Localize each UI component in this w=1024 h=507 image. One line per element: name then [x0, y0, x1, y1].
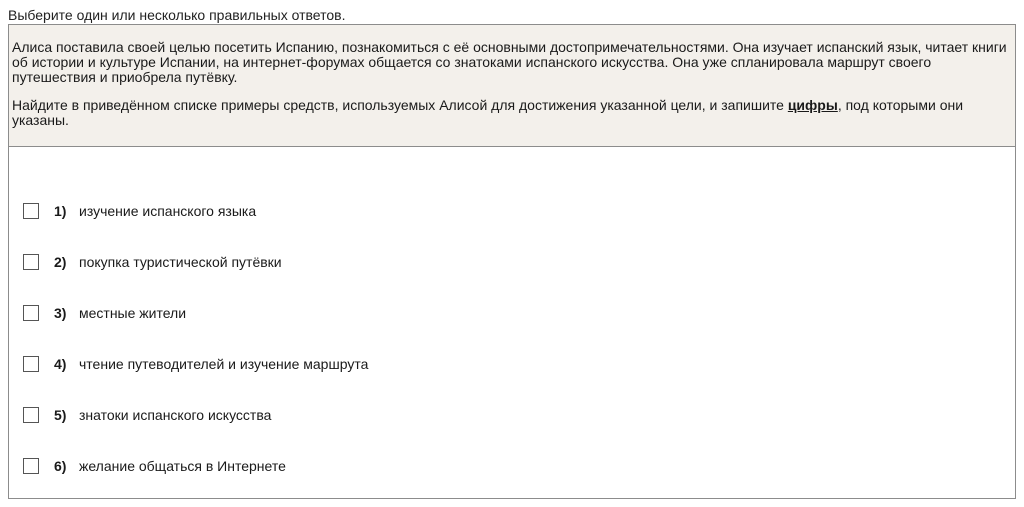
option-number: 5) — [54, 406, 67, 423]
question-paragraph-2 — [12, 98, 1012, 128]
question-card — [8, 24, 1016, 499]
question-paragraph-1: Алиса поставила своей целью посетить Испанию, познакомиться с её основными достопримечательностями. Она изучает испанский язык, читает книги об истории и культуре Испании, на интернет-форумах общается со знатоками испанского искусства. Она уже спланировала маршрут своего путешествия и приобрела путёвку. — [12, 39, 1007, 85]
answer-option-4[interactable] — [9, 338, 1015, 389]
checkbox[interactable] — [23, 458, 39, 474]
option-label: желание общаться в Интернете — [79, 457, 286, 474]
option-number: 6) — [54, 457, 67, 474]
question-paragraph-2-end: , под которыми они указаны. — [12, 97, 964, 128]
option-label: изучение испанского языка — [79, 202, 257, 219]
option-number: 1) — [54, 202, 67, 219]
option-label: покупка туристической путёвки — [79, 253, 282, 270]
question-paragraph-2-start: Найдите в приведённом списке примеры средств, используемых Алисой для достижения указанной цели, и запишите — [12, 97, 788, 113]
checkbox[interactable] — [23, 254, 39, 270]
checkbox[interactable] — [23, 305, 39, 321]
option-label: местные жители — [79, 304, 187, 321]
checkbox[interactable] — [23, 203, 39, 219]
question-text-box — [9, 25, 1015, 147]
option-number: 4) — [54, 355, 67, 372]
option-number: 2) — [54, 253, 67, 270]
answer-options-list — [9, 147, 1015, 491]
option-label: знатоки испанского искусства — [79, 406, 272, 423]
answer-option-5[interactable] — [9, 389, 1015, 440]
option-label: чтение путеводителей и изучение маршрута — [79, 355, 369, 372]
emphasis-digits: цифры — [787, 97, 838, 113]
task-instruction: Выберите один или несколько правильных ответов. — [8, 7, 346, 23]
checkbox[interactable] — [23, 356, 39, 372]
option-number: 3) — [54, 304, 67, 321]
answer-option-1[interactable] — [9, 185, 1015, 236]
checkbox[interactable] — [23, 407, 39, 423]
answer-option-3[interactable] — [9, 287, 1015, 338]
answer-option-2[interactable] — [9, 236, 1015, 287]
answer-option-6[interactable] — [9, 440, 1015, 491]
